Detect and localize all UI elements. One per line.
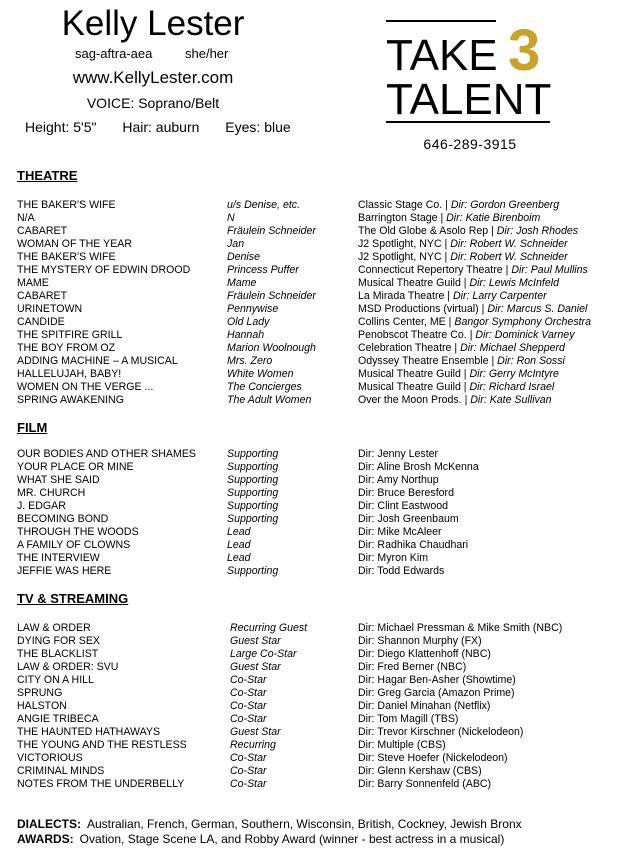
credit-title: MAME — [17, 277, 49, 289]
credit-venue-name: Odyssey Theatre Ensemble | — [358, 355, 498, 367]
logo-talent: TALENT — [386, 75, 552, 124]
physical-stats — [25, 119, 313, 135]
credit-title: THE MYSTERY OF EDWIN DROOD — [17, 264, 191, 276]
credit-venue: Dir: Hagar Ben-Asher (Showtime) — [358, 674, 516, 686]
credit-venue-name: Over the Moon Prods. | — [358, 394, 471, 406]
theatre-credits — [17, 199, 617, 407]
credit-venue — [358, 290, 547, 303]
credit-row — [17, 539, 617, 552]
credit-venue — [358, 381, 554, 394]
credit-role: Supporting — [227, 474, 279, 486]
credit-row — [17, 290, 617, 303]
credit-row — [17, 526, 617, 539]
credit-venue — [358, 212, 540, 225]
credit-row — [17, 500, 617, 513]
credit-title: CITY ON A HILL — [17, 674, 94, 686]
tv-credits — [17, 622, 617, 791]
credit-venue: Dir: Bruce Beresford — [358, 487, 454, 499]
credit-row — [17, 565, 617, 578]
credit-title: A FAMILY OF CLOWNS — [17, 539, 131, 551]
credit-venue-name: Musical Theatre Guild | — [358, 368, 470, 380]
dialects-label: DIALECTS: — [17, 817, 81, 831]
credit-venue: Dir: Fred Berner (NBC) — [358, 661, 467, 673]
credit-row — [17, 251, 617, 264]
credit-role: Recurring Guest — [230, 622, 308, 634]
credit-role: Fräulein Schneider — [227, 290, 316, 302]
credit-venue-name: Collins Center, ME | — [358, 316, 455, 328]
credit-row — [17, 752, 617, 765]
logo-number: 3 — [508, 18, 541, 83]
credit-venue-name: Penobscot Theatre Co. | — [358, 329, 476, 341]
credit-row — [17, 394, 617, 407]
credit-row — [17, 713, 617, 726]
credit-venue: Dir: Steve Hoefer (Nickelodeon) — [358, 752, 508, 764]
credit-venue-name: Celebration Theatre | — [358, 342, 461, 354]
credit-venue: Dir: Tom Magill (TBS) — [358, 713, 459, 725]
credit-director: Dir: Marcus S. Daniel — [487, 303, 588, 315]
credit-role: Hannah — [227, 329, 265, 341]
dialects-value: Australian, French, German, Southern, Wisconsin, British, Cockney, Jewish Bronx — [87, 817, 522, 831]
credit-row — [17, 622, 617, 635]
credit-title: THE YOUNG AND THE RESTLESS — [17, 739, 187, 751]
credit-director: Dir: Ron Sossi — [497, 355, 565, 367]
credit-director: Dir: Michael Shepperd — [460, 342, 565, 354]
awards-value: Ovation, Stage Scene LA, and Robby Award (winner - best actress in a musical) — [79, 832, 505, 846]
credit-venue-name: J2 Spotlight, NYC | — [358, 238, 451, 250]
credit-venue — [358, 394, 552, 407]
credit-venue — [358, 238, 568, 251]
credit-venue — [358, 355, 565, 368]
credit-title: CABARET — [17, 225, 68, 237]
credit-venue-name: La Mirada Theatre | — [358, 290, 454, 302]
credit-title: LAW & ORDER — [17, 622, 91, 634]
credit-row — [17, 212, 617, 225]
height: Height: 5'5" — [25, 119, 97, 135]
credit-role: Denise — [227, 251, 260, 263]
credit-venue-name: The Old Globe & Asolo Rep | — [358, 225, 497, 237]
credit-role: u/s Denise, etc. — [227, 199, 301, 211]
credit-role: Supporting — [227, 565, 279, 577]
credit-title: ANGIE TRIBECA — [17, 713, 99, 725]
credit-venue: Dir: Jenny Lester — [358, 448, 439, 460]
credit-row — [17, 661, 617, 674]
credit-title: SPRING AWAKENING — [17, 394, 124, 406]
credit-director: Dir: Richard Israel — [469, 381, 555, 393]
credit-venue: Dir: Radhika Chaudhari — [358, 539, 469, 551]
union-affiliation: sag-aftra-aea — [75, 46, 153, 61]
credit-role: Supporting — [227, 513, 279, 525]
film-credits — [17, 448, 617, 578]
agency-phone: 646-289-3915 — [423, 136, 517, 152]
hair: Hair: auburn — [122, 119, 200, 135]
credit-title: J. EDGAR — [17, 500, 66, 512]
credit-row — [17, 225, 617, 238]
credit-title: CABARET — [17, 290, 68, 302]
credit-role: Guest Star — [230, 726, 281, 738]
credit-venue: Dir: Multiple (CBS) — [358, 739, 446, 751]
credit-role: Co-Star — [230, 752, 267, 764]
credit-row — [17, 238, 617, 251]
credit-venue-name: Classic Stage Co. | — [358, 199, 451, 211]
credit-title: HALLELUJAH, BABY! — [17, 368, 122, 380]
credit-venue-name: Barrington Stage | — [358, 212, 447, 224]
awards-label: AWARDS: — [17, 832, 74, 846]
credit-director: Bangor Symphony Orchestra — [454, 316, 591, 328]
credit-venue: Dir: Shannon Murphy (FX) — [358, 635, 482, 647]
credit-row — [17, 448, 617, 461]
credit-title: MR. CHURCH — [17, 487, 86, 499]
credit-venue: Dir: Trevor Kirschner (Nickelodeon) — [358, 726, 524, 738]
credit-venue — [358, 225, 578, 238]
credit-role: Lead — [227, 552, 251, 564]
credit-title: JEFFIE WAS HERE — [17, 565, 112, 577]
section-title-film: FILM — [17, 420, 48, 435]
credit-venue: Dir: Mike McAleer — [358, 526, 442, 538]
credit-title: YOUR PLACE OR MINE — [17, 461, 134, 473]
credit-role: N — [227, 212, 235, 224]
credit-role: Supporting — [227, 487, 279, 499]
logo-take: TAKE — [386, 31, 498, 80]
credit-title: THE BAKER'S WIFE — [17, 199, 116, 211]
credit-title: THE INTERVIEW — [17, 552, 100, 564]
credit-venue: Dir: Josh Greenbaum — [358, 513, 459, 525]
credit-role: Mame — [227, 277, 257, 289]
credit-venue — [358, 329, 574, 342]
credit-director: Dir: Robert W. Schneider — [450, 238, 568, 250]
credit-title: LAW & ORDER: SVU — [17, 661, 119, 673]
credit-director: Dir: Robert W. Schneider — [450, 251, 568, 263]
credit-venue — [358, 368, 559, 381]
credit-venue: Dir: Aline Brosh McKenna — [358, 461, 479, 473]
credit-title: SPRUNG — [17, 687, 63, 699]
credit-row — [17, 277, 617, 290]
credit-row — [17, 474, 617, 487]
credit-role: Co-Star — [230, 674, 267, 686]
credit-venue — [358, 316, 591, 329]
credit-venue — [358, 199, 559, 212]
credit-venue: Dir: Barry Sonnenfeld (ABC) — [358, 778, 492, 790]
credit-venue: Dir: Todd Edwards — [358, 565, 445, 577]
credit-venue: Dir: Michael Pressman & Mike Smith (NBC) — [358, 622, 563, 634]
credit-row — [17, 765, 617, 778]
section-title-tv: TV & STREAMING — [17, 591, 129, 606]
credit-venue-name: Connecticut Repertory Theatre | — [358, 264, 512, 276]
credit-director: Dir: Josh Rhodes — [496, 225, 579, 237]
credit-row — [17, 674, 617, 687]
credit-title: OUR BODIES AND OTHER SHAMES — [17, 448, 196, 460]
credit-title: WOMEN ON THE VERGE ... — [17, 381, 154, 393]
credit-director: Dir: Gordon Greenberg — [450, 199, 560, 211]
credit-row — [17, 303, 617, 316]
actor-name: Kelly Lester — [61, 4, 245, 43]
eyes: Eyes: blue — [225, 119, 291, 135]
credit-role: Fräulein Schneider — [227, 225, 316, 237]
dialects-line — [17, 817, 522, 831]
credit-row — [17, 381, 617, 394]
credit-row — [17, 726, 617, 739]
credit-venue-name: Musical Theatre Guild | — [358, 381, 470, 393]
credit-row — [17, 342, 617, 355]
credit-role: White Women — [227, 368, 294, 380]
credit-role: Supporting — [227, 500, 279, 512]
credit-director: Dir: Dominick Varney — [475, 329, 575, 341]
credit-row — [17, 700, 617, 713]
credit-row — [17, 461, 617, 474]
credit-director: Dir: Paul Mullins — [511, 264, 588, 276]
credit-row — [17, 329, 617, 342]
credit-role: The Adult Women — [227, 394, 312, 406]
credit-director: Dir: Lewis McInfeld — [469, 277, 559, 289]
credit-role: Co-Star — [230, 765, 267, 777]
credit-role: Supporting — [227, 461, 279, 473]
credit-title: BECOMING BOND — [17, 513, 109, 525]
credit-role: Co-Star — [230, 713, 267, 725]
credit-row — [17, 648, 617, 661]
credit-title: THE HAUNTED HATHAWAYS — [17, 726, 161, 738]
credit-title: CANDIDE — [17, 316, 65, 328]
credit-role: Old Lady — [227, 316, 270, 328]
credit-row — [17, 487, 617, 500]
credit-role: The Concierges — [227, 381, 302, 393]
credit-role: Lead — [227, 526, 251, 538]
credit-title: WHAT SHE SAID — [17, 474, 100, 486]
credit-director: Dir: Kate Sullivan — [470, 394, 552, 406]
credit-venue: Dir: Clint Eastwood — [358, 500, 449, 512]
credit-row — [17, 264, 617, 277]
credit-venue — [358, 342, 565, 355]
credit-venue: Dir: Amy Northup — [358, 474, 439, 486]
credit-role: Supporting — [227, 448, 279, 460]
credit-title: THE BOY FROM OZ — [17, 342, 116, 354]
credit-title: URINETOWN — [17, 303, 83, 315]
section-title-theatre: THEATRE — [17, 168, 78, 183]
credit-venue-name: Musical Theatre Guild | — [358, 277, 470, 289]
credit-venue-name: J2 Spotlight, NYC | — [358, 251, 451, 263]
credit-venue: Dir: Diego Klattenhoff (NBC) — [358, 648, 491, 660]
credit-director: Dir: Gerry McIntyre — [469, 368, 559, 380]
credit-venue — [358, 303, 587, 316]
awards-line — [17, 832, 504, 846]
credit-row — [17, 355, 617, 368]
credit-venue — [358, 251, 568, 264]
credit-row — [17, 368, 617, 381]
credit-title: THROUGH THE WOODS — [17, 526, 139, 538]
credit-row — [17, 739, 617, 752]
credit-role: Princess Puffer — [227, 264, 299, 276]
credit-title: WOMAN OF THE YEAR — [17, 238, 132, 250]
credit-venue: Dir: Glenn Kershaw (CBS) — [358, 765, 482, 777]
credit-row — [17, 635, 617, 648]
credit-director: Dir: Katie Birenboim — [446, 212, 541, 224]
credit-role: Jan — [227, 238, 245, 250]
credit-title: THE BLACKLIST — [17, 648, 99, 660]
credit-venue: Dir: Myron Kim — [358, 552, 429, 564]
credit-role: Co-Star — [230, 700, 267, 712]
credit-title: HALSTON — [17, 700, 67, 712]
credit-title: CRIMINAL MINDS — [17, 765, 105, 777]
credit-role: Co-Star — [230, 778, 267, 790]
credit-director: Dir: Larry Carpenter — [453, 290, 547, 302]
credit-venue — [358, 264, 588, 277]
credit-venue-name: MSD Productions (virtual) | — [358, 303, 488, 315]
credit-row — [17, 199, 617, 212]
credit-role: Guest Star — [230, 661, 281, 673]
credit-venue: Dir: Daniel Minahan (Netflix) — [358, 700, 491, 712]
credit-row — [17, 316, 617, 329]
credit-title: NOTES FROM THE UNDERBELLY — [17, 778, 185, 790]
credit-title: DYING FOR SEX — [17, 635, 100, 647]
credit-title: N/A — [17, 212, 35, 224]
credit-venue — [358, 277, 559, 290]
credit-role: Large Co-Star — [230, 648, 297, 660]
credit-row — [17, 687, 617, 700]
website-link[interactable]: www.KellyLester.com — [72, 68, 234, 87]
credit-title: THE SPITFIRE GRILL — [17, 329, 123, 341]
credit-venue: Dir: Greg Garcia (Amazon Prime) — [358, 687, 515, 699]
credit-role: Co-Star — [230, 687, 267, 699]
credit-role: Recurring — [230, 739, 276, 751]
credit-role: Mrs. Zero — [227, 355, 273, 367]
credit-row — [17, 513, 617, 526]
credit-role: Lead — [227, 539, 251, 551]
credit-row — [17, 552, 617, 565]
credit-title: THE BAKER'S WIFE — [17, 251, 116, 263]
pronouns: she/her — [185, 46, 229, 61]
credit-role: Marion Woolnough — [227, 342, 316, 354]
credit-row — [17, 778, 617, 791]
credit-title: ADDING MACHINE – A MUSICAL — [17, 355, 178, 367]
voice-type: VOICE: Soprano/Belt — [86, 95, 220, 111]
agency-logo — [386, 18, 554, 126]
credit-title: VICTORIOUS — [17, 752, 83, 764]
credit-role: Pennywise — [227, 303, 279, 315]
credit-role: Guest Star — [230, 635, 281, 647]
